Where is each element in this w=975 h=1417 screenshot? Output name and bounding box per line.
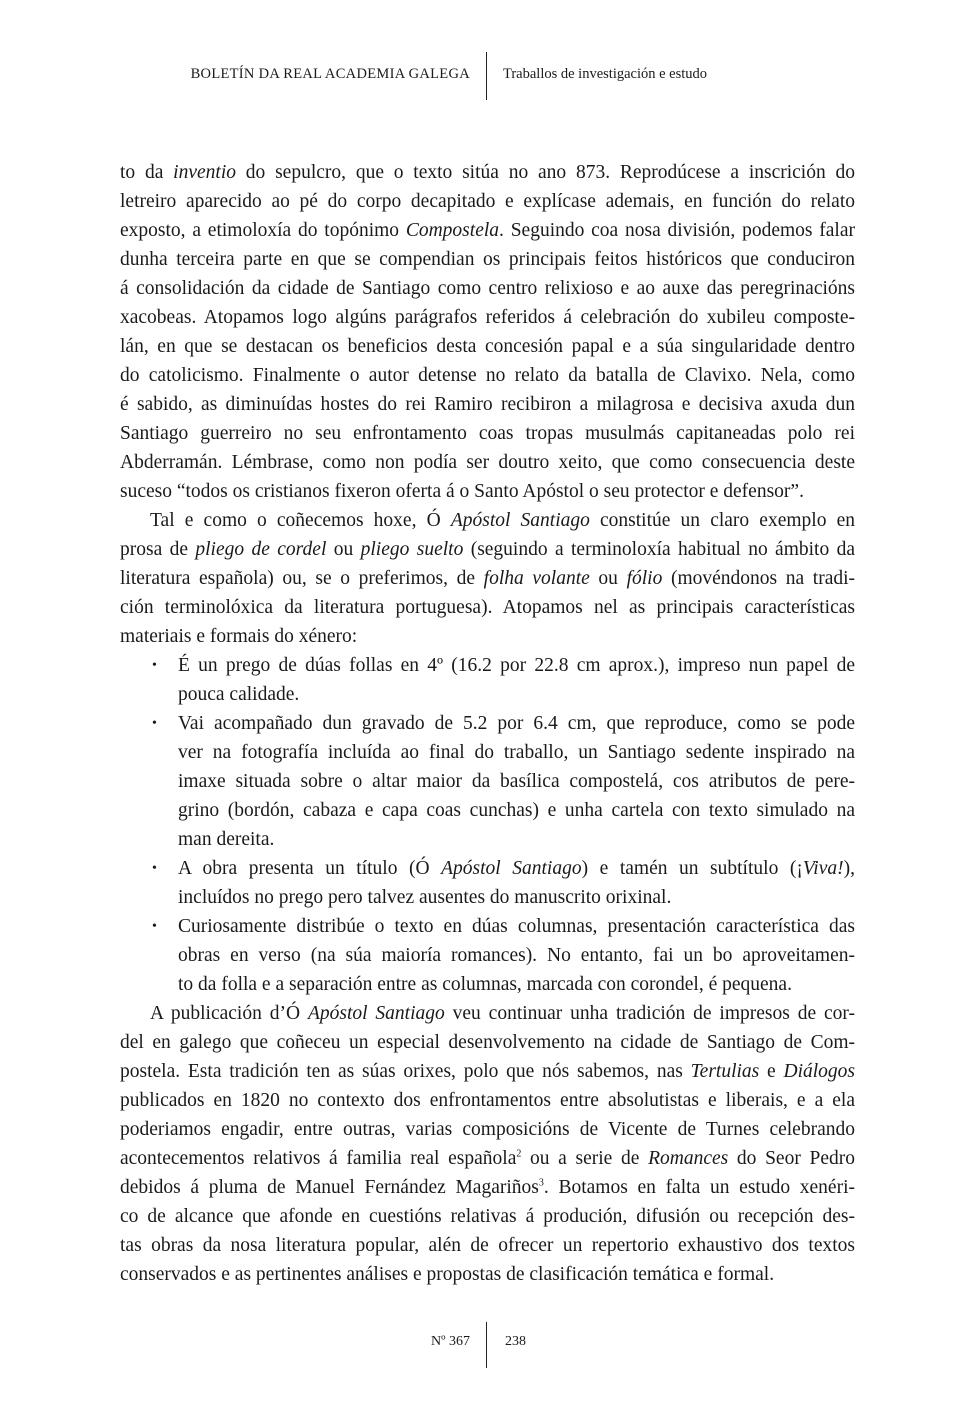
- list-item-line: incluídos no prego pero talvez ausentes do manuscrito orixinal.: [178, 887, 672, 908]
- paragraph-line: ción terminolóxica da literatura portuguesa). Atopamos nel as principais características: [120, 597, 855, 618]
- paragraph-line: xacobeas. Atopamos logo algúns parágrafos referidos á celebración do xubileu composte-: [120, 307, 855, 328]
- paragraph-line: dunha terceira parte en que se compendian os principais feitos históricos que conduciron: [120, 249, 855, 270]
- paragraph-line: A publicación d’Ó Apóstol Santiago veu continuar unha tradición de impresos de cor-: [150, 1003, 856, 1024]
- paragraph-line: literatura española) ou, se o preferimos, de folha volante ou fólio (movéndonos na tradi-: [120, 568, 856, 589]
- section-title: Traballos de investigación e estudo: [503, 66, 708, 82]
- running-footer: [0, 1322, 975, 1368]
- issue-number: Nº 367: [431, 1334, 470, 1349]
- paragraph-line: tas obras da nosa literatura popular, alén de ofrecer un repertorio exhaustivo dos textos: [120, 1235, 855, 1256]
- bullet-icon: •: [152, 919, 157, 934]
- bullet-icon: •: [152, 716, 157, 731]
- list-item-line: to da folla e a separación entre as columnas, marcada con corondel, é pequena.: [178, 974, 792, 995]
- list-item-line: ver na fotografía incluída ao final do traballo, un Santiago sedente inspirado na: [178, 742, 855, 763]
- paragraph-line: prosa de pliego de cordel ou pliego suelto (seguindo a terminoloxía habitual no ámbito da: [120, 539, 855, 560]
- paragraph-line: á consolidación da cidade de Santiago como centro relixioso e ao auxe das peregrinacións: [120, 278, 855, 299]
- paragraph-line: poderiamos engadir, entre outras, varias composicións de Vicente de Turnes celebrando: [120, 1119, 855, 1140]
- paragraph-line: Abderramán. Lémbrase, como non podía ser doutro xeito, que como consecuencia deste: [120, 452, 855, 473]
- paragraph-line: debidos á pluma de Manuel Fernández Magariños$^3$. Botamos en falta un estudo xenéri-: [120, 1177, 855, 1198]
- paragraph-line: acontecementos relativos á familia real española$^2$ ou a serie de Romances do Seor Pedro: [120, 1148, 855, 1169]
- paragraph-line: suceso “todos os cristianos fixeron oferta á o Santo Apóstol o seu protector e defensor”.: [120, 481, 804, 502]
- journal-title: BOLETÍN DA REAL ACADEMIA GALEGA: [190, 66, 470, 82]
- page-number: 238: [505, 1334, 526, 1349]
- paragraph-line: do catolicismo. Finalmente o autor detense no relato da batalla de Clavixo. Nela, como: [120, 365, 855, 386]
- list-item-line: • É un prego de dúas follas en 4º (16.2 por 22.8 cm aprox.), impreso nun papel de: [120, 651, 855, 680]
- paragraph-line: publicados en 1820 no contexto dos enfrontamentos entre absolutistas e liberais, e a ela: [120, 1090, 855, 1111]
- list-item-line: man dereita.: [178, 829, 275, 850]
- paragraph-line: to da inventio do sepulcro, que o texto sitúa no ano 873. Reprodúcese a inscrición do: [120, 162, 856, 183]
- footer-divider: [486, 1322, 487, 1368]
- list-item-line: • Curiosamente distribúe o texto en dúas columnas, presentación característica das: [120, 912, 855, 941]
- list-item-line: pouca calidade.: [178, 684, 300, 705]
- bullet-icon: •: [152, 658, 157, 673]
- running-header: [0, 52, 975, 100]
- paragraph-line: postela. Esta tradición ten as súas orixes, polo que nós sabemos, nas Tertulias e Diálogos: [120, 1061, 856, 1082]
- paragraph-line: del en galego que coñeceu un especial desenvolvemento na cidade de Santiago de Com-: [120, 1032, 855, 1053]
- paragraph-line: exposto, a etimoloxía do topónimo Compostela. Seguindo coa nosa división, podemos falar: [120, 220, 855, 241]
- paragraph-line: materiais e formais do xénero:: [120, 626, 358, 647]
- paragraph-line: conservados e as pertinentes análises e propostas de clasificación temática e formal.: [120, 1264, 775, 1285]
- paragraph-line: Tal e como o coñecemos hoxe, Ó Apóstol Santiago constitúe un claro exemplo en: [150, 510, 855, 531]
- list-item-line: obras en verso (na súa maioría romances). No entanto, fai un bo aproveitamen-: [178, 945, 855, 966]
- paragraph-line: lán, en que se destacan os beneficios desta concesión papal e a súa singularidade dentro: [120, 336, 855, 357]
- list-item-line: imaxe situada sobre o altar maior da basílica compostelá, cos atributos de pere-: [178, 771, 855, 792]
- paragraph-line: é sabido, as diminuídas hostes do rei Ramiro recibiron a milagrosa e decisiva axuda dun: [120, 394, 855, 415]
- article-body: [120, 158, 855, 1289]
- bullet-icon: •: [152, 861, 157, 876]
- list-item-line: • Vai acompañado dun gravado de 5.2 por 6.4 cm, que reproduce, como se pode: [120, 709, 855, 738]
- header-divider: [486, 52, 487, 100]
- list-item-line: • A obra presenta un título (Ó Apóstol Santiago) e tamén un subtítulo (¡Viva!),: [120, 854, 855, 883]
- paragraph-line: co de alcance que afonde en cuestións relativas á produción, difusión ou recepción des-: [120, 1206, 855, 1227]
- paragraph-line: Santiago guerreiro no seu enfrontamento coas tropas musulmás capitaneadas polo rei: [120, 423, 855, 444]
- list-item-line: grino (bordón, cabaza e capa coas cunchas) e unha cartela con texto simulado na: [178, 800, 855, 821]
- paragraph-line: letreiro aparecido ao pé do corpo decapitado e explícase ademais, en función do relato: [120, 191, 855, 212]
